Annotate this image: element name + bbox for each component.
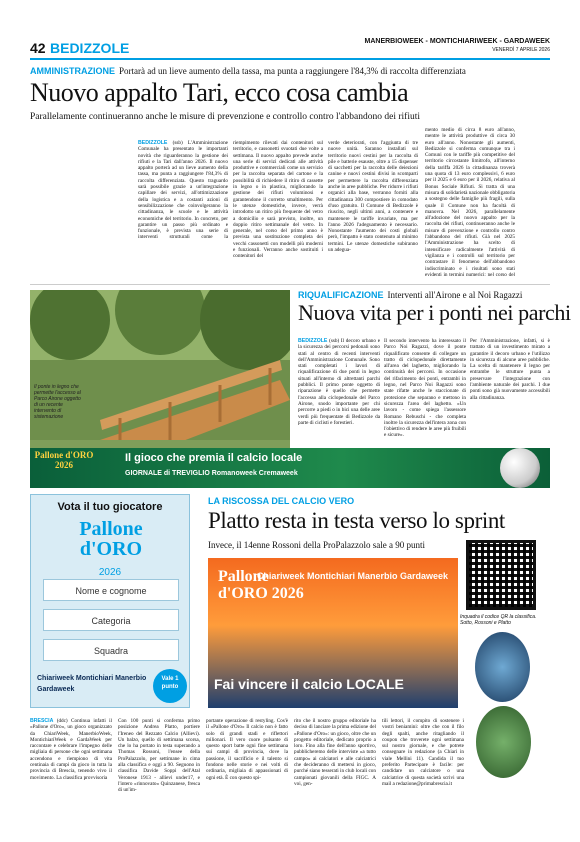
article2-column-2: Il secondo intervento ha interessato il Parco Noi Ragazzi, dove il ponte riqualificato consente di collegare un tratto di ciclopedonale direttamente all'area del laghetto, migliorando la continuità dei percorsi. In occasione del rifacimento dei ponti, entrambi in legno, nel Parco Noi Ragazzi sono state rifatte anche le staccionate di protezione che separano e mettono in sicurezza l'area del laghetto. «Un lavoro - come spiega l'assessore Romano Rebuschi - che completa inoltre la sicurezza dell'intera zona con l'obiettivo di rendere le aree più fruibili e sicure». — [384, 338, 466, 439]
article1-kicker-sub: Portarà ad un lieve aumento della tassa, ma punta a raggiungere l'84,3% di raccolta differenziata — [119, 66, 466, 76]
coupon-category-field[interactable]: Categoria — [43, 609, 179, 631]
coupon-name-field[interactable]: Nome e cognome — [43, 579, 179, 601]
coupon-sponsors: Chiariweek Montichiari Manerbio Gardaweek — [37, 675, 147, 693]
pallone-doro-banner — [30, 448, 550, 488]
football-icon — [500, 448, 540, 488]
article1-column-3: verde deteriorati, con l'aggiunta di tre nuove unità. Saranno installati sul territorio nuovi cestini per la raccolta di pile e batterie esauste, oltre a 15 dispenser di sacchetti per la raccolta delle deiezioni canine e nuovi cestini divisi in scomparti per permettere la raccolta differenziata anche in aree pubbliche. Per ridurre i rifiuti organici alla base, verranno forniti alla cittadinanza 300 compostiere in comodato d'uso gratuito. Il Comune di Bedizzole è riuscito, negli ultimi anni, a contenere e mantenere le tariffe invariate, ma per l'anno 2026 l'adeguamento è necessario. Nonostante l'aumento dei costi globali però, l'impatto è stato contenuto al minimo termini. Le utenze domestiche subiranno un adegua- — [328, 140, 418, 254]
article3-column-5: tili lettori, il compito di sostenere i vostri beniamini: oltre che con il filo degli spalti, anche ritagliando il coupon che troverete ogni settimana sul nostro giornale, e che potrete consegnare in redazione (a Chiari in viale Mellini 11). Candida il tuo preferito Partecipare è facile: per candidare un calciatore o una calciatrice di questa società scrivi una mail a redazione@primabrescia.it — [382, 718, 464, 787]
article3-subtitle: Invece, il 14enne Rossoni della ProPalazzolo sale a 90 punti — [208, 540, 425, 550]
coupon-year: 2026 — [98, 567, 122, 578]
article1-title: Nuovo appalto Tari, ecco cosa cambia — [30, 78, 409, 107]
page-header — [30, 38, 550, 58]
qr-code-icon[interactable] — [466, 540, 536, 610]
article3-tag: BRESCIA — [30, 718, 54, 724]
page-number: 42 — [30, 40, 46, 56]
player-photo-rossoni — [475, 632, 530, 702]
coupon-title: Vota il tuo giocatore — [57, 501, 163, 513]
article3-kicker: LA RISCOSSA DEL CALCIO VERO — [208, 496, 355, 506]
article2-kicker-label: RIQUALIFICAZIONE — [298, 290, 384, 300]
article1-kicker — [30, 66, 466, 76]
section-name: BEDIZZOLE — [50, 40, 130, 56]
banner-title: Il gioco che premia il calcio locale — [125, 452, 303, 464]
pallone-doro-promo-graphic — [208, 558, 458, 708]
article2-text-1: (ssb) Il decoro urbano e la sicurezza dei percorsi pedonali sono stati al centro di recenti interventi dell'Amministrazione Comunale. Sono stati completati i lavori di riqualificazione di due ponti in legno situati all'interno di altrettanti parchi pubblici. Il primo ponte oggetto di riparazione è quello che permette l'accesso alla ciclopedonale del Parco Airone, snodo importante per chi percorre a piedi o in bici una delle aree verdi più frequentate di Bedizzole da parte di ciclisti e forestieri. — [298, 338, 380, 426]
banner-sponsors: GIORNALE di TREVIGLIO Romanoweek Cremaweek — [125, 470, 298, 477]
player-photo-platto — [476, 706, 531, 778]
header-rule — [30, 58, 550, 60]
article2-tag: BEDIZZOLE — [298, 338, 328, 344]
article3-column-2: Con 100 punti si conferma primo posizione Andrea Platto, portiere l'Ireneo del Rezzato Calcio (Allievi). Un balzo, quello di settimana scorsa, che lo ha portato in testa superando a Thomas Rossoni, l'ensee della ProPalazzolo, per settimane in cima alla classifica e oggi a 90. Seguono in classifica Davide Soppi dell'Atal Veronese 1913 - allievi under17, e l'intero «rinnovato» Quinzanese, fresca di un'im- — [118, 718, 200, 794]
promo-sponsors: Chiariweek Montichiari Manerbio Gardaweek — [256, 571, 448, 581]
vote-coupon — [30, 494, 190, 708]
bridge-photo — [30, 290, 290, 470]
article1-subtitle: Parallelamente continueranno anche le misure di prevenzione e controllo contro l'abbandono dei rifiuti — [30, 112, 421, 122]
article3-column-4: rito che il nostro gruppo editoriale ha deciso di lanciare la prima edizione del «Pallone d'Oro»: un gioco, oltre che un progetto editoriale, dedicato proprio a loro. Fino alla fine dell'anno sportivo, pubblicheremo delle interviste «a tutto campo» ai calciatori e alle calciatrici che decideranno di mettersi in gioco, purché siano tesserati in club locali con campionati giovanili della FIGC. A voi, gen- — [294, 718, 376, 787]
article-divider — [30, 284, 550, 285]
publication-date: VENERDÌ 7 APRILE 2026 — [492, 47, 550, 53]
article2-kicker — [298, 290, 522, 300]
qr-caption: Inquadra il codice QR la classifica. Sotto, Rossoni e Platto — [460, 614, 537, 626]
article1-text-1: (ssb) L'Amministrazione Comunale ha presentato le importanti novità che riguarderanno la gestione dei rifiuti e la Tari dall'anno 2026. Il nuovo appalto porterà ad un lieve aumento della tassa, ma punta a raggiungere l'84,3% di raccolta differenziata. Questo traguardo sarà possibile grazie a un'integrazione capillare dei servizi, all'ottimizzazione della logistica e a costanti azioni di sensibilizzazione che coinvolgeranno la cittadinanza, le scuole e le attività economiche del territorio. In concreto, per garantire un passo più ordinato e funzionale, è prevista una serie di interventi strutturali come la — [138, 140, 228, 240]
bridge-illustration — [30, 290, 290, 470]
coupon-point-badge: Vale 1 punto — [153, 669, 187, 703]
article3-column-3: portante operazione di restyling. Cos'è il «Pallone d'Oro» Il calcio non è fatto solo di grandi stadi e riflettori milionari. Il vero cuore pulsante di questo sport batte ogni fine settimana sui campi di provincia, dove la passione, il sacrificio e il talento si fondono nelle storie e nei volti di ordinaria, migliaia di appassionati di ogni età. È con questo spi- — [206, 718, 288, 781]
article2-kicker-sub: Interventi all'Airone e al Noi Ragazzi — [387, 290, 523, 300]
promo-logo: Pallone d'ORO 2026 — [218, 568, 304, 602]
article1-tag: BEDIZZOLE — [138, 140, 168, 146]
coupon-team-field[interactable]: Squadra — [43, 639, 179, 661]
bridge-photo-caption: Il ponte in legno che permette l'accesso al Parco Airone oggetto di un recente intervento di sistemazione — [34, 384, 81, 420]
publication-names: MANERBIOWEEK - MONTICHIARIWEEK - GARDAWEEK — [364, 38, 550, 45]
article2-column-3: Per l'Amministrazione, infatti, si è trattato di un investimento mirato a garantire il decoro urbano e l'utilizzo in sicurezza di alcune aree pubbliche. La scelta di mantenere il legno per entrambe le strutture punta a preservare l'integrazione con l'ambiente naturale dei parchi. I due ponti sono già nuovamente accessibili alla cittadinanza. — [470, 338, 550, 401]
coupon-logo: Pallone d'ORO — [79, 518, 143, 560]
banner-logo: Pallone d'ORO 2026 — [34, 450, 94, 470]
promo-cta: Fai vincere il calcio LOCALE — [214, 676, 404, 692]
article3-text-1: (ddc) Continua infatti il «Pallone d'Oro», un gioco organizzato da ChiariWeek, ManerbioWeek, MontichiariWeek e GardaWeek per raccontare e celebrare l'impegno delle migliaia di persone che ogni settimana accendono e riempiono di vita centinaia di campi da gioco in tutta la provincia di Brescia, tenendo vivo il movimento. La classifica provvisoria — [30, 718, 112, 781]
article1-column-4: mento medio di circa 8 euro all'anno, mentre le attività produttive di circa 30 euro all'anno. Nonostante gli aumenti, Bedizzole si conferma comunque tra i Comuni con le tariffe più competitive del territorio circostante limitrofo, all'interno della tariffa 2026 la cittadinanza troverà una quota di 13 euro complessivi, 6 euro per il 2025 e 6 euro per il 2026, relativa al Bonus Sociale Rifiuti. Si tratta di una misura di solidarietà nazionale obbligatoria a sostegno delle famiglie più fragili, sulla quale il Comune non ha facoltà di manovra. Nel 2026, parallelamente all'adozione del nuovo appalto per la raccolta dei rifiuti, continueranno anche le misure di prevenzione e controllo contro l'abbandono del rifiuti. Già nel 2025 l'Amministrazione ha scelto di intensificare radicalmente l'attività di vigilanza e i controlli sul territorio per contrastare il fenomeno dell'abbandono indiscriminato e i risultati sono stati evidenti in termini numerici: nel corso del — [425, 127, 515, 277]
article3-title: Platto resta in testa verso lo sprint — [208, 508, 505, 533]
article1-column-1 — [138, 140, 228, 240]
article3-column-1 — [30, 718, 112, 828]
article1-column-2: riempimento rilevati dai contenitori sul territorio, e cassonetti svuotati due volte a settimana. Il nuovo appalto prevede anche una serie di servizi dedicati alle attività produttive e commerciali come un servizio per la raccolta separata del cartone e la possibilità di richiedere il ritiro di cassette in legno o in plastica, migliorando la gestione dei rifiuti voluminosi e garantendone il corretto smaltimento. Per le utenze domestiche, invece, verrà introdotto un ritiro più frequente del vetro a domicilio e sarà previsto, inoltre, un doppio ritiro settimanale del vetro. In generale, nel corso del primo anno è prevista una sostituzione completa dei vecchi cassonetti con modelli più moderni e funzionali. Verranno anche sostituiti i contenitori del — [233, 140, 323, 260]
article1-kicker-label: AMMINISTRAZIONE — [30, 66, 115, 76]
article2-title: Nuova vita per i ponti nei parchi — [298, 300, 571, 325]
